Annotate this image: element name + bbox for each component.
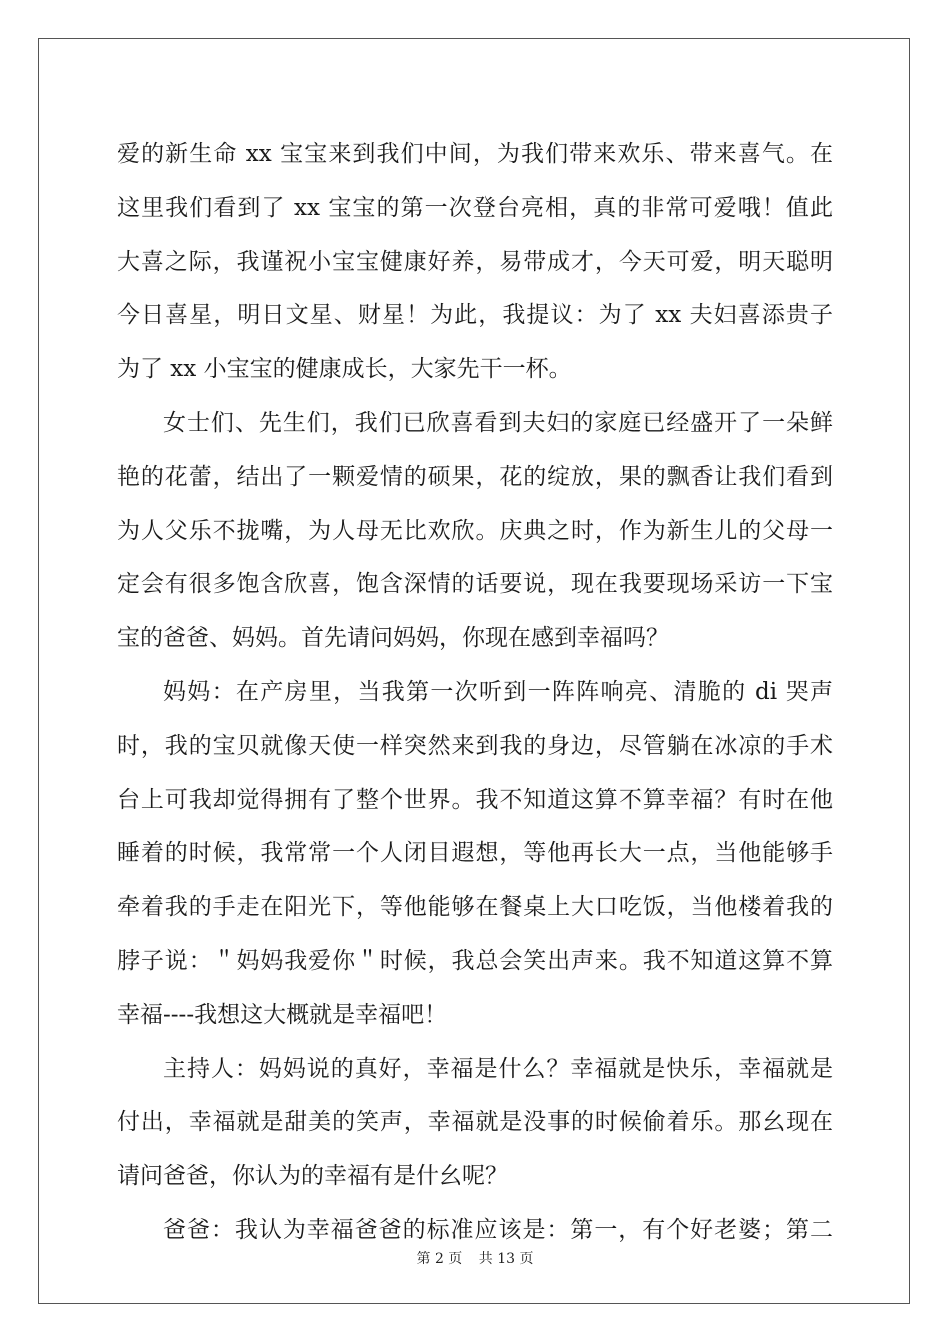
text-line: 大喜之际，我谨祝小宝宝健康好养，易带成才，今天可爱，明天聪明 [117, 248, 833, 275]
text-line: 台上可我却觉得拥有了整个世界。我不知道这算不算幸福？有时在他 [117, 786, 833, 813]
page-number: 第 2 页 [416, 1251, 463, 1267]
text-line: 付出，幸福就是甜美的笑声，幸福就是没事的时候偷着乐。那幺现在 [117, 1109, 833, 1136]
text-line: 幸福----我想这大概就是幸福吧！ [117, 1001, 448, 1028]
page-footer [0, 1248, 950, 1268]
text-line: 这里我们看到了 xx 宝宝的第一次登台亮相，真的非常可爱哦！值此 [117, 194, 833, 221]
text-line: 艳的花蕾，结出了一颗爱情的硕果，花的绽放，果的飘香让我们看到 [117, 463, 833, 490]
text-line: 定会有很多饱含欣喜，饱含深情的话要说，现在我要现场采访一下宝 [117, 571, 833, 598]
text-line: 女士们、先生们，我们已欣喜看到夫妇的家庭已经盛开了一朵鲜 [163, 409, 833, 436]
text-line: 妈妈：在产房里，当我第一次听到一阵阵响亮、清脆的 di 哭声 [163, 678, 833, 705]
text-line: 为了 xx 小宝宝的健康成长，大家先干一杯。 [117, 356, 572, 383]
text-line: 今日喜星，明日文星、财星！为此，我提议：为了 xx 夫妇喜添贵子 [117, 302, 833, 329]
text-line: 请问爸爸，你认为的幸福有是什幺呢？ [117, 1163, 508, 1190]
text-line: 时，我的宝贝就像天使一样突然来到我的身边，尽管躺在冰凉的手术 [117, 732, 833, 759]
text-line: 脖子说：＂妈妈我爱你＂时候，我总会笑出声来。我不知道这算不算 [117, 947, 833, 974]
page-total: 共 13 页 [478, 1251, 534, 1267]
text-line: 牵着我的手走在阳光下，等他能够在餐桌上大口吃饭，当他楼着我的 [117, 894, 833, 921]
text-line: 为人父乐不拢嘴，为人母无比欢欣。庆典之时，作为新生儿的父母一 [117, 517, 833, 544]
text-line: 爱的新生命 xx 宝宝来到我们中间，为我们带来欢乐、带来喜气。在 [117, 141, 833, 167]
text-line: 睡着的时候，我常常一个人闭目遐想，等他再长大一点，当他能够手 [117, 840, 833, 867]
document-body [117, 128, 833, 1258]
text-line: 爸爸：我认为幸福爸爸的标准应该是：第一，有个好老婆；第二 [163, 1216, 833, 1243]
text-line: 宝的爸爸、妈妈。首先请问妈妈，你现在感到幸福吗？ [117, 625, 669, 652]
text-line: 主持人：妈妈说的真好，幸福是什么？幸福就是快乐，幸福就是 [163, 1055, 833, 1082]
